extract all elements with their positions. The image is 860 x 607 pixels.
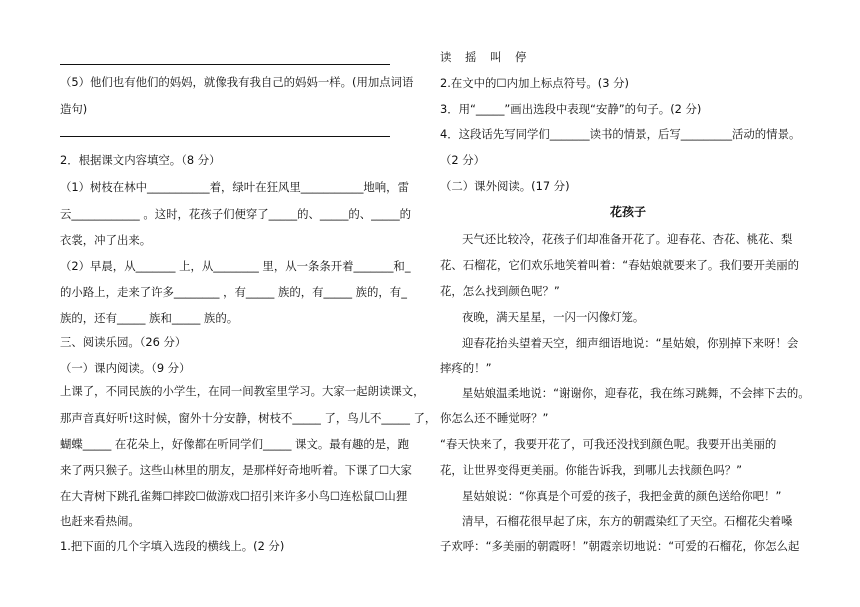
passage-line-1: 上课了，不同民族的小学生，在同一间教室里学习。大家一起朗读课文， (60, 384, 425, 398)
story-line-11: 星姑娘说：“你真是个可爱的孩子，我把金黄的颜色送给你吧！” (462, 489, 782, 503)
section-extracurricular-heading: （二）课外阅读。(17 分) (440, 179, 570, 193)
question-4-points: （2 分） (440, 153, 486, 167)
answer-line (60, 64, 390, 65)
fill-2-line-2: 的小路上，走来了许多________ ，有_____ 族的，有_____ 族的，有_ (60, 285, 407, 299)
passage-line-4: 来了两只猴子。这些山林里的朋友，是那样好奇地听着。下课了☐大家 (60, 463, 412, 477)
word-choices: 读 摇 叫 停 (440, 50, 527, 64)
question-5-cont: 造句) (60, 102, 88, 116)
answer-line (60, 136, 390, 137)
question-4: 4．这段话先写同学们_______读书的情景，后写_________活动的情景。 (440, 127, 801, 141)
story-line-9: “春天快来了，我要开花了，可我还没找到颜色呢。我要开出美丽的 (440, 437, 777, 451)
question-5: （5）他们也有他们的妈妈，就像我有我自己的妈妈一样。(用加点词语 (60, 75, 414, 89)
story-line-3: 花，怎么找到颜色呢？” (440, 284, 560, 298)
fill-1-line-1: （1）树枝在林中___________着，绿叶在狂风里___________地响，雷 (60, 180, 409, 194)
story-line-8: 你怎么还不睡觉呀？” (440, 411, 549, 425)
question-3: 3．用“_____”画出选段中表现“安静”的句子。(2 分) (440, 102, 702, 116)
question-1: 1.把下面的几个字填入选段的横线上。(2 分) (60, 539, 285, 553)
story-line-13: 子欢呼：“多美丽的朝霞呀！”朝霞亲切地说：“可爱的石榴花，你怎么起 (440, 539, 800, 553)
story-line-2: 花、石榴花，它们欢乐地笑着叫着：“春姑娘就要来了。我们要开美丽的 (440, 258, 800, 272)
fill-1-line-2: 云____________ 。这时，花孩子们便穿了_____的、_____的、_____的 (60, 207, 412, 221)
fill-2-line-1: （2）早晨，从_______ 上，从________ 里，从一条条开着_______和_ (60, 259, 411, 273)
passage-line-3: 蝴蝶_____ 在花朵上，好像都在听同学们_____ 课文。最有趣的是，跑 (60, 437, 409, 451)
story-line-5: 迎春花抬头望着天空，细声细语地说：“星姑娘，你别掉下来呀！会 (462, 336, 799, 350)
question-2: 2.在文中的☐内加上标点符号。(3 分) (440, 76, 629, 90)
question-2-heading: 2．根据课文内容填空。（8 分） (60, 153, 221, 167)
passage-line-5: 在大青树下跳孔雀舞☐摔跤☐做游戏☐招引来许多小鸟☐连松鼠☐山狸 (60, 489, 408, 503)
story-line-6: 摔疼的！” (440, 361, 492, 375)
passage-line-6: 也赶来看热闹。 (60, 514, 140, 528)
section-3a-heading: （一）课内阅读。（9 分） (60, 361, 191, 375)
story-line-1: 天气还比较冷，花孩子们却准备开花了。迎春花、杏花、桃花、梨 (462, 232, 793, 246)
story-line-12: 清早，石榴花很早起了床，东方的朝霞染红了天空。石榴花尖着嗓 (462, 514, 793, 528)
story-line-10: 花，让世界变得更美丽。你能告诉我，到哪儿去找颜色吗？” (440, 463, 743, 477)
fill-1-line-3: 衣裳，冲了出来。 (60, 233, 152, 247)
passage-line-2: 那声音真好听!这时候，窗外十分安静，树枝不_____ 了，鸟儿不_____ 了， (60, 411, 437, 425)
story-line-7: 星姑娘温柔地说：“谢谢你，迎春花，我在练习跳舞，不会摔下去的。 (462, 386, 810, 400)
story-line-4: 夜晚，满天星星，一闪一闪像灯笼。 (462, 310, 645, 324)
story-title: 花孩子 (610, 205, 647, 219)
fill-2-line-3: 族的，还有_____ 族和_____ 族的。 (60, 311, 239, 325)
section-3-heading: 三、阅读乐园。（26 分） (60, 335, 187, 349)
